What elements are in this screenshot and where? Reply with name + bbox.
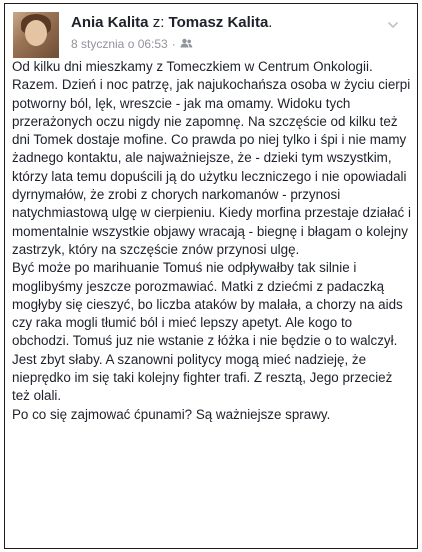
friends-icon[interactable]: [180, 37, 193, 51]
post-card: [4, 3, 418, 549]
with-label: z:: [152, 14, 165, 31]
tagged-name[interactable]: Tomasz Kalita: [168, 14, 269, 31]
period: .: [268, 14, 273, 31]
post-authors: [71, 14, 272, 31]
post-body: [12, 58, 412, 424]
post-meta: [71, 37, 193, 51]
author-name[interactable]: Ania Kalita: [71, 14, 149, 31]
post-header: [13, 12, 409, 56]
post-paragraph-3: Po co się zajmować ćpunami? Są ważniejsze sprawy.: [12, 406, 331, 422]
chevron-down-icon[interactable]: [387, 18, 399, 30]
post-paragraph-2: Być może po marihuanie Tomuś nie odpływałby tak silnie i moglibyśmy jeszcze porozmawiać. Matki z dziećmi z padaczką mogłyby się cieszyć, bo liczba ataków by malała, a chorzy na aids czy raka mogli tłumić ból i mieć lepszy apetyt. Ale kogo to obchodzi. Tomuś juz nie wstanie z łóżka i nie będzie o to walczył. Jest zbyt słaby. A szanowni politycy mogą mieć nadzieję, że nieprędko im się taki kolejny fighter trafi. Z resztą, Jego przecież też olali.: [12, 260, 403, 404]
post-paragraph-1: Od kilku dni mieszkamy z Tomeczkiem w Centrum Onkologii. Razem. Dzień i noc patrzę, jak najukochańsza osoba w życiu cierpi potworny ból, lęk, wreszcie - jak ma omamy. Widoku tych przerażonych oczu nigdy nie zapomnę. Na szczęście od kilku też dni Tomek dostaje mofine. Co prawda po niej tylko i śpi i nie mamy żadnego kontaktu, ale najważniejsze, że - dzieki tym wszystkim, którzy lata temu dopuścili ją do użytku leczniczego i nie opowiadali dyrnymałów, że zrobi z chorych narkomanów - przynosi natychmiastową ulgę w cierpieniu. Kiedy morfina przestaje działać i momentalnie wszystkie objawy wracają - biegnę i błagam o kolejny zastrzyk, który na szczęście znów przynosi ulgę.: [12, 59, 411, 257]
avatar[interactable]: [13, 12, 59, 58]
post-date[interactable]: 8 stycznia o 06:53: [71, 37, 168, 51]
meta-dot: ·: [171, 37, 176, 51]
